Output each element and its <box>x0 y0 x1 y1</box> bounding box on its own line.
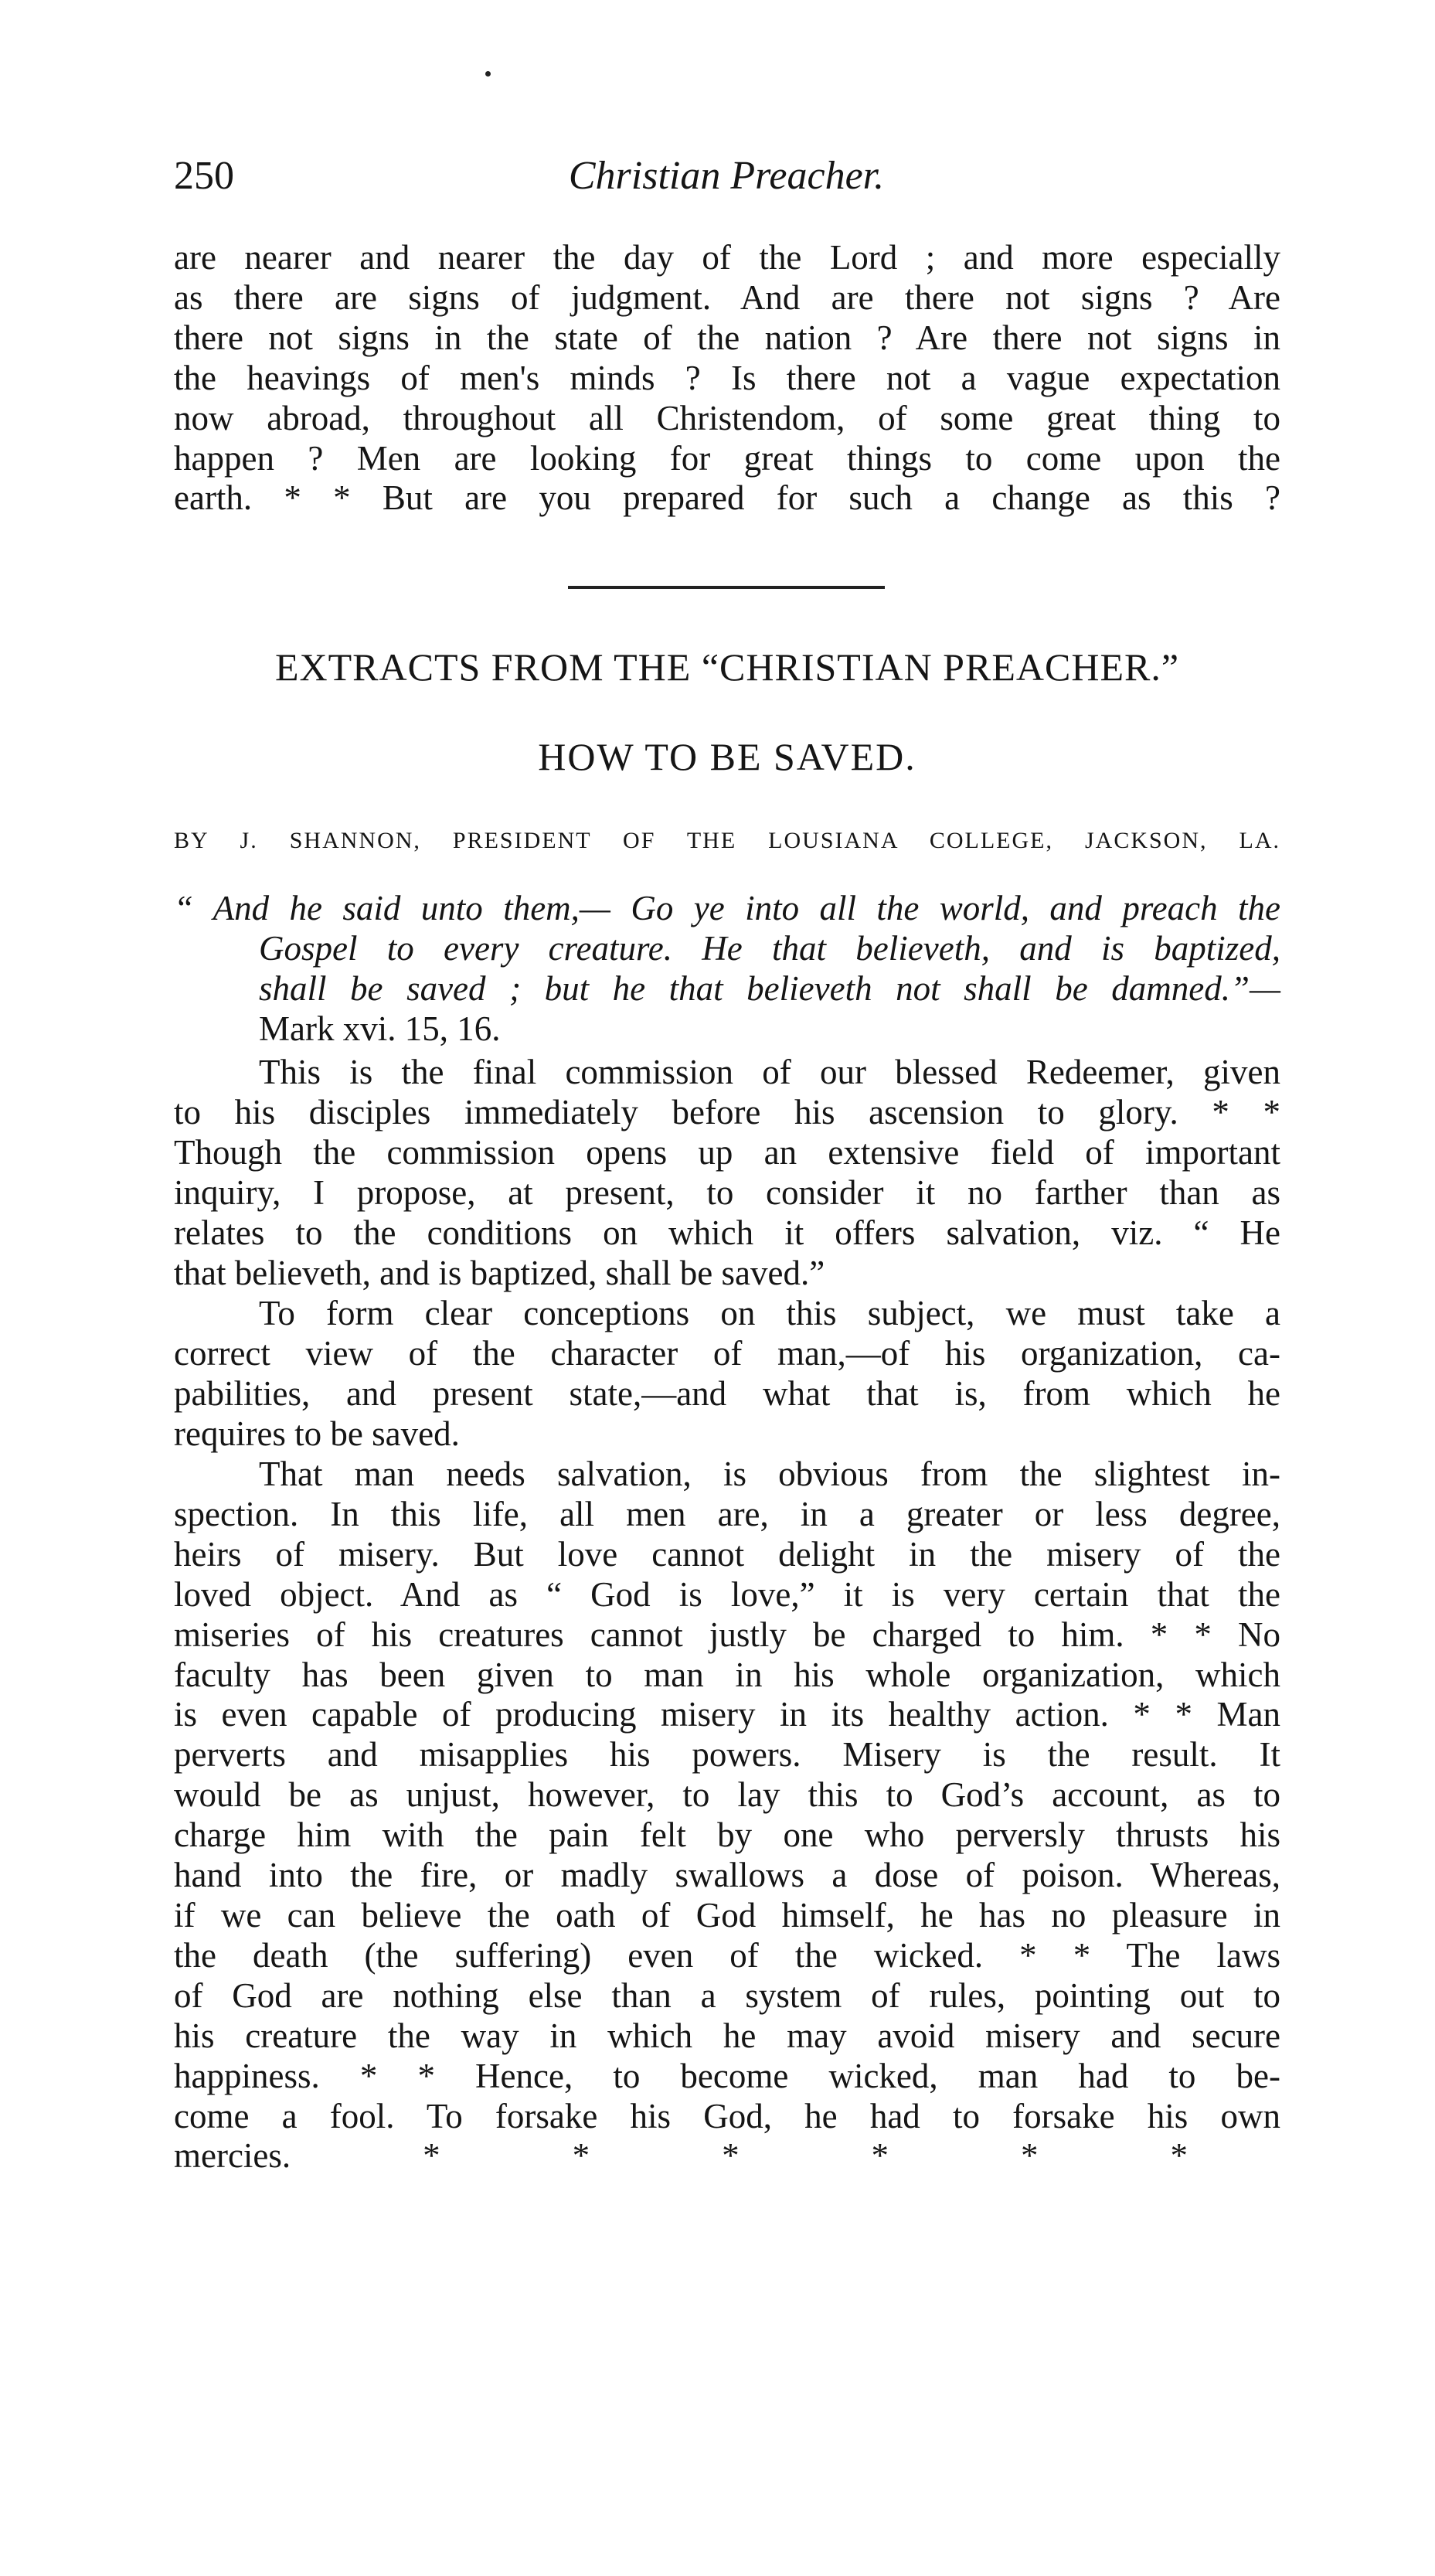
paragraph-salvation <box>174 1455 1280 2176</box>
text-line: mercies. * * * * * * <box>174 2136 1188 2176</box>
text-line: there not signs in the state of the nation ? Are there not signs in <box>174 318 1280 357</box>
paragraph-commission <box>174 1053 1280 1293</box>
text-line: Though the commission opens up an extensive field of important <box>174 1132 1280 1172</box>
epigraph-line: “ And he said unto them,— Go ye into all the world, and preach the <box>174 889 1280 927</box>
intro-paragraph <box>174 238 1280 519</box>
text-line: happiness. * * Hence, to become wicked, man had to be- <box>174 2056 1280 2095</box>
text-line: if we can believe the oath of God himself, he has no pleasure in <box>174 1895 1280 1935</box>
text-line: relates to the conditions on which it offers salvation, viz. “ He <box>174 1213 1280 1252</box>
text-line: as there are signs of judgment. And are there not signs ? Are <box>174 277 1280 317</box>
author-byline: BY J. SHANNON, PRESIDENT OF THE LOUSIANA COLLEGE, JACKSON, LA. <box>174 828 1280 853</box>
text-line: his creature the way in which he may avoid misery and secure <box>174 2016 1280 2055</box>
text-line: the heavings of men's minds ? Is there not a vague expectation <box>174 358 1280 397</box>
text-line: To form clear conceptions on this subject, we must take a <box>259 1294 1280 1332</box>
text-line: miseries of his creatures cannot justly be charged to him. * * No <box>174 1615 1280 1654</box>
page-number: 250 <box>174 154 234 198</box>
text-line: inquiry, I propose, at present, to consider it no farther than as <box>174 1172 1280 1212</box>
scripture-reference: Mark xvi. 15, 16. <box>259 1009 501 1048</box>
text-line: are nearer and nearer the day of the Lord ; and more especially <box>174 238 1280 277</box>
section-divider <box>568 586 885 589</box>
text-line: charge him with the pain felt by one who perversly thrusts his <box>174 1815 1280 1855</box>
text-line: perverts and misapplies his powers. Misery is the result. It <box>174 1735 1280 1775</box>
running-title: Christian Preacher. <box>568 154 885 198</box>
text-line: happen ? Men are looking for great things to come upon the <box>174 438 1280 478</box>
text-line: correct view of the character of man,—of his organization, ca- <box>174 1333 1280 1373</box>
text-line: That man needs salvation, is obvious from the slightest in- <box>259 1455 1280 1493</box>
text-line: spection. In this life, all men are, in a greater or less degree, <box>174 1494 1280 1533</box>
text-line: would be as unjust, however, to lay this to God’s account, as to <box>174 1775 1280 1815</box>
epigraph-line: shall be saved ; but he that believeth not shall be damned.”— <box>259 968 1280 1008</box>
page-header <box>174 145 1279 207</box>
text-line: hand into the fire, or madly swallows a dose of poison. Whereas, <box>174 1856 1280 1895</box>
text-line: This is the final commission of our blessed Redeemer, given <box>259 1053 1280 1091</box>
scripture-epigraph <box>174 889 1280 1050</box>
text-line: loved object. And as “ God is love,” it is very certain that the <box>174 1574 1280 1614</box>
text-line: requires to be saved. <box>174 1414 460 1453</box>
text-line: heirs of misery. But love cannot delight in the misery of the <box>174 1534 1280 1574</box>
section-title: HOW TO BE SAVED. <box>538 735 916 778</box>
text-line: of God are nothing else than a system of rules, pointing out to <box>174 1975 1280 2015</box>
text-line: pabilities, and present state,—and what that is, from which he <box>174 1373 1280 1413</box>
text-line: the death (the suffering) even of the wicked. * * The laws <box>174 1935 1280 1975</box>
speck-mark <box>485 71 491 77</box>
extracts-title: EXTRACTS FROM THE “CHRISTIAN PREACHER.” <box>274 645 1180 689</box>
text-line: is even capable of producing misery in its healthy action. * * Man <box>174 1695 1280 1734</box>
text-line: come a fool. To forsake his God, he had to forsake his own <box>174 2096 1280 2135</box>
text-line: earth. * * But are you prepared for such a change as this ? <box>174 478 1280 518</box>
epigraph-line: Gospel to every creature. He that believeth, and is baptized, <box>259 928 1280 968</box>
text-line: to his disciples immediately before his ascension to glory. * * <box>174 1092 1280 1131</box>
paragraph-conceptions <box>174 1294 1280 1455</box>
text-line: that believeth, and is baptized, shall be saved.” <box>174 1253 825 1292</box>
text-line: now abroad, throughout all Christendom, of some great thing to <box>174 398 1280 437</box>
text-line: faculty has been given to man in his whole organization, which <box>174 1655 1280 1694</box>
